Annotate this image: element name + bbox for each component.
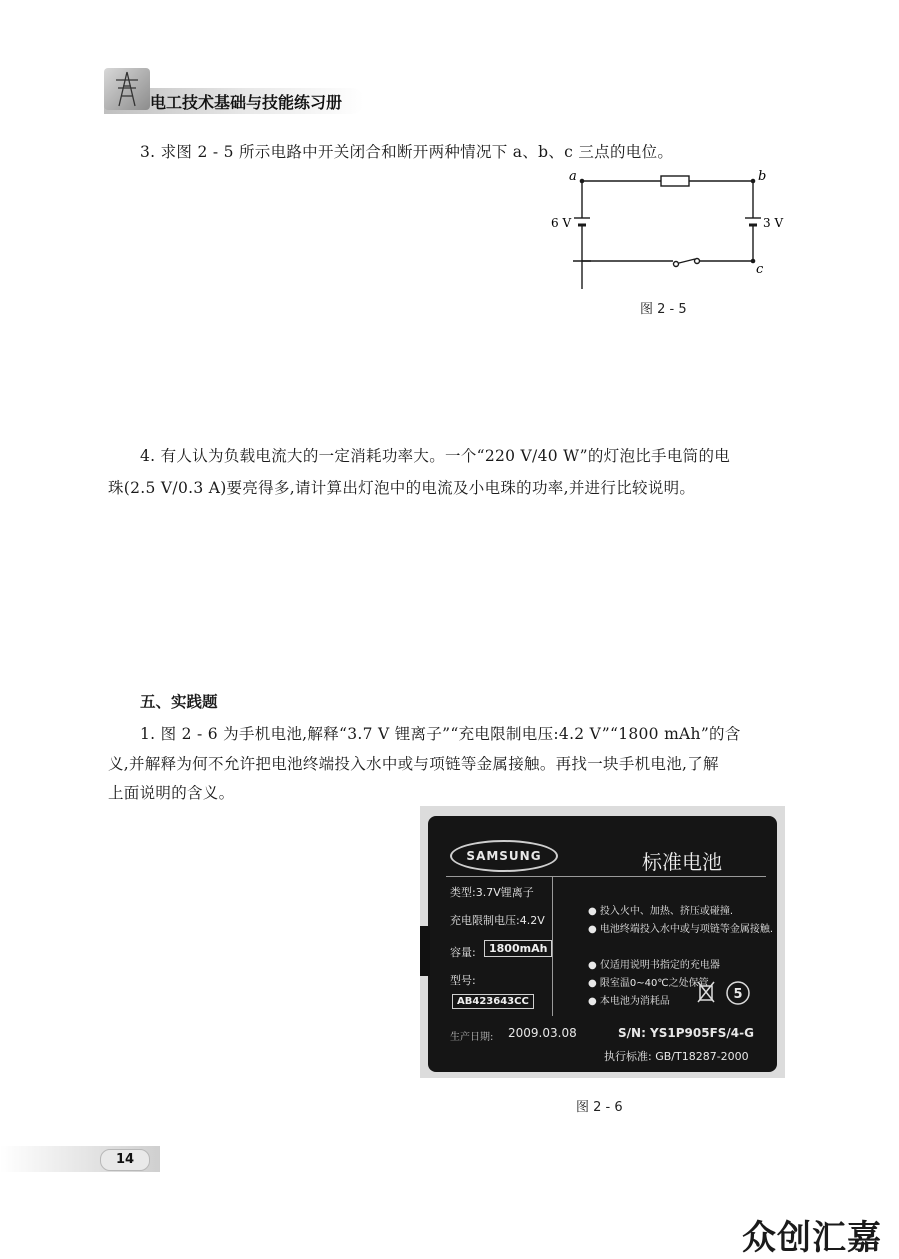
source-label-6v: 6 V — [551, 216, 572, 230]
battery-model-label: 型号: — [450, 974, 476, 987]
battery-title: 标准电池 — [642, 850, 722, 874]
battery-model-value: AB423643CC — [452, 994, 534, 1009]
battery-date-value: 2009.03.08 — [508, 1026, 577, 1040]
source-label-3v: 3 V — [763, 216, 784, 230]
practice-q1-line-2: 义,并解释为何不允许把电池终端投入水中或与项链等金属接触。再找一块手机电池,了解 — [108, 755, 719, 773]
practice-q1-line-3: 上面说明的含义。 — [108, 784, 235, 802]
brand-logo: SAMSUNG — [450, 840, 558, 872]
section-5-heading: 五、实践题 — [140, 693, 218, 711]
question-4-line-1: 4. 有人认为负载电流大的一定消耗功率大。一个“220 V/40 W”的灯泡比手电筒的电 — [140, 447, 731, 465]
battery-note-3: ● 本电池为消耗品 — [588, 996, 670, 1007]
question-3-text: 3. 求图 2 - 5 所示电路中开关闭合和断开两种情况下 a、b、c 三点的电位。 — [140, 143, 674, 161]
battery-warning-2: ● 电池终端投入水中或与项链等金属接触. — [588, 924, 774, 935]
node-label-a: a — [569, 169, 577, 184]
battery-note-1: ● 仅适用说明书指定的充电器 — [588, 960, 720, 971]
battery-divider-horizontal — [446, 876, 766, 877]
battery-photo — [420, 806, 785, 1078]
battery-standard: 执行标准: GB/T18287-2000 — [604, 1050, 749, 1063]
battery-serial-number: S/N: YS1P905FS/4-G — [618, 1026, 754, 1040]
battery-capacity-label: 容量: — [450, 946, 476, 959]
battery-body — [428, 816, 777, 1072]
power-tower-icon — [104, 68, 150, 110]
figure-2-5-caption: 图 2 - 5 — [640, 302, 687, 317]
running-header-title: 电工技术基础与技能练习册 — [150, 93, 343, 112]
figure-2-6-caption: 图 2 - 6 — [576, 1100, 623, 1115]
page-number: 14 — [100, 1149, 150, 1171]
battery-note-2: ● 限室温0~40℃之处保管 — [588, 978, 709, 989]
practice-q1-line-1: 1. 图 2 - 6 为手机电池,解释“3.7 V 锂离子”“充电限制电压:4.2 V”“1800 mAh”的含 — [140, 725, 741, 743]
battery-tab — [420, 926, 430, 976]
question-4-line-2: 珠(2.5 V/0.3 A)要亮得多,请计算出灯泡中的电流及小电珠的功率,并进行比较说明。 — [108, 479, 696, 497]
battery-charge-limit: 充电限制电压:4.2V — [450, 914, 545, 927]
battery-type: 类型:3.7V锂离子 — [450, 886, 534, 899]
node-label-b: b — [758, 169, 767, 184]
recycle-symbols — [696, 978, 756, 1008]
circuit-figure-2-5 — [545, 165, 795, 290]
battery-capacity-value: 1800mAh — [484, 940, 552, 957]
recycle-number: 5 — [733, 987, 743, 1002]
battery-date-label: 生产日期: — [450, 1032, 494, 1043]
battery-warning-1: ● 投入火中、加热、挤压或碰撞. — [588, 906, 734, 917]
node-label-c: c — [756, 262, 764, 277]
watermark: 众创汇嘉 — [742, 1218, 882, 1258]
